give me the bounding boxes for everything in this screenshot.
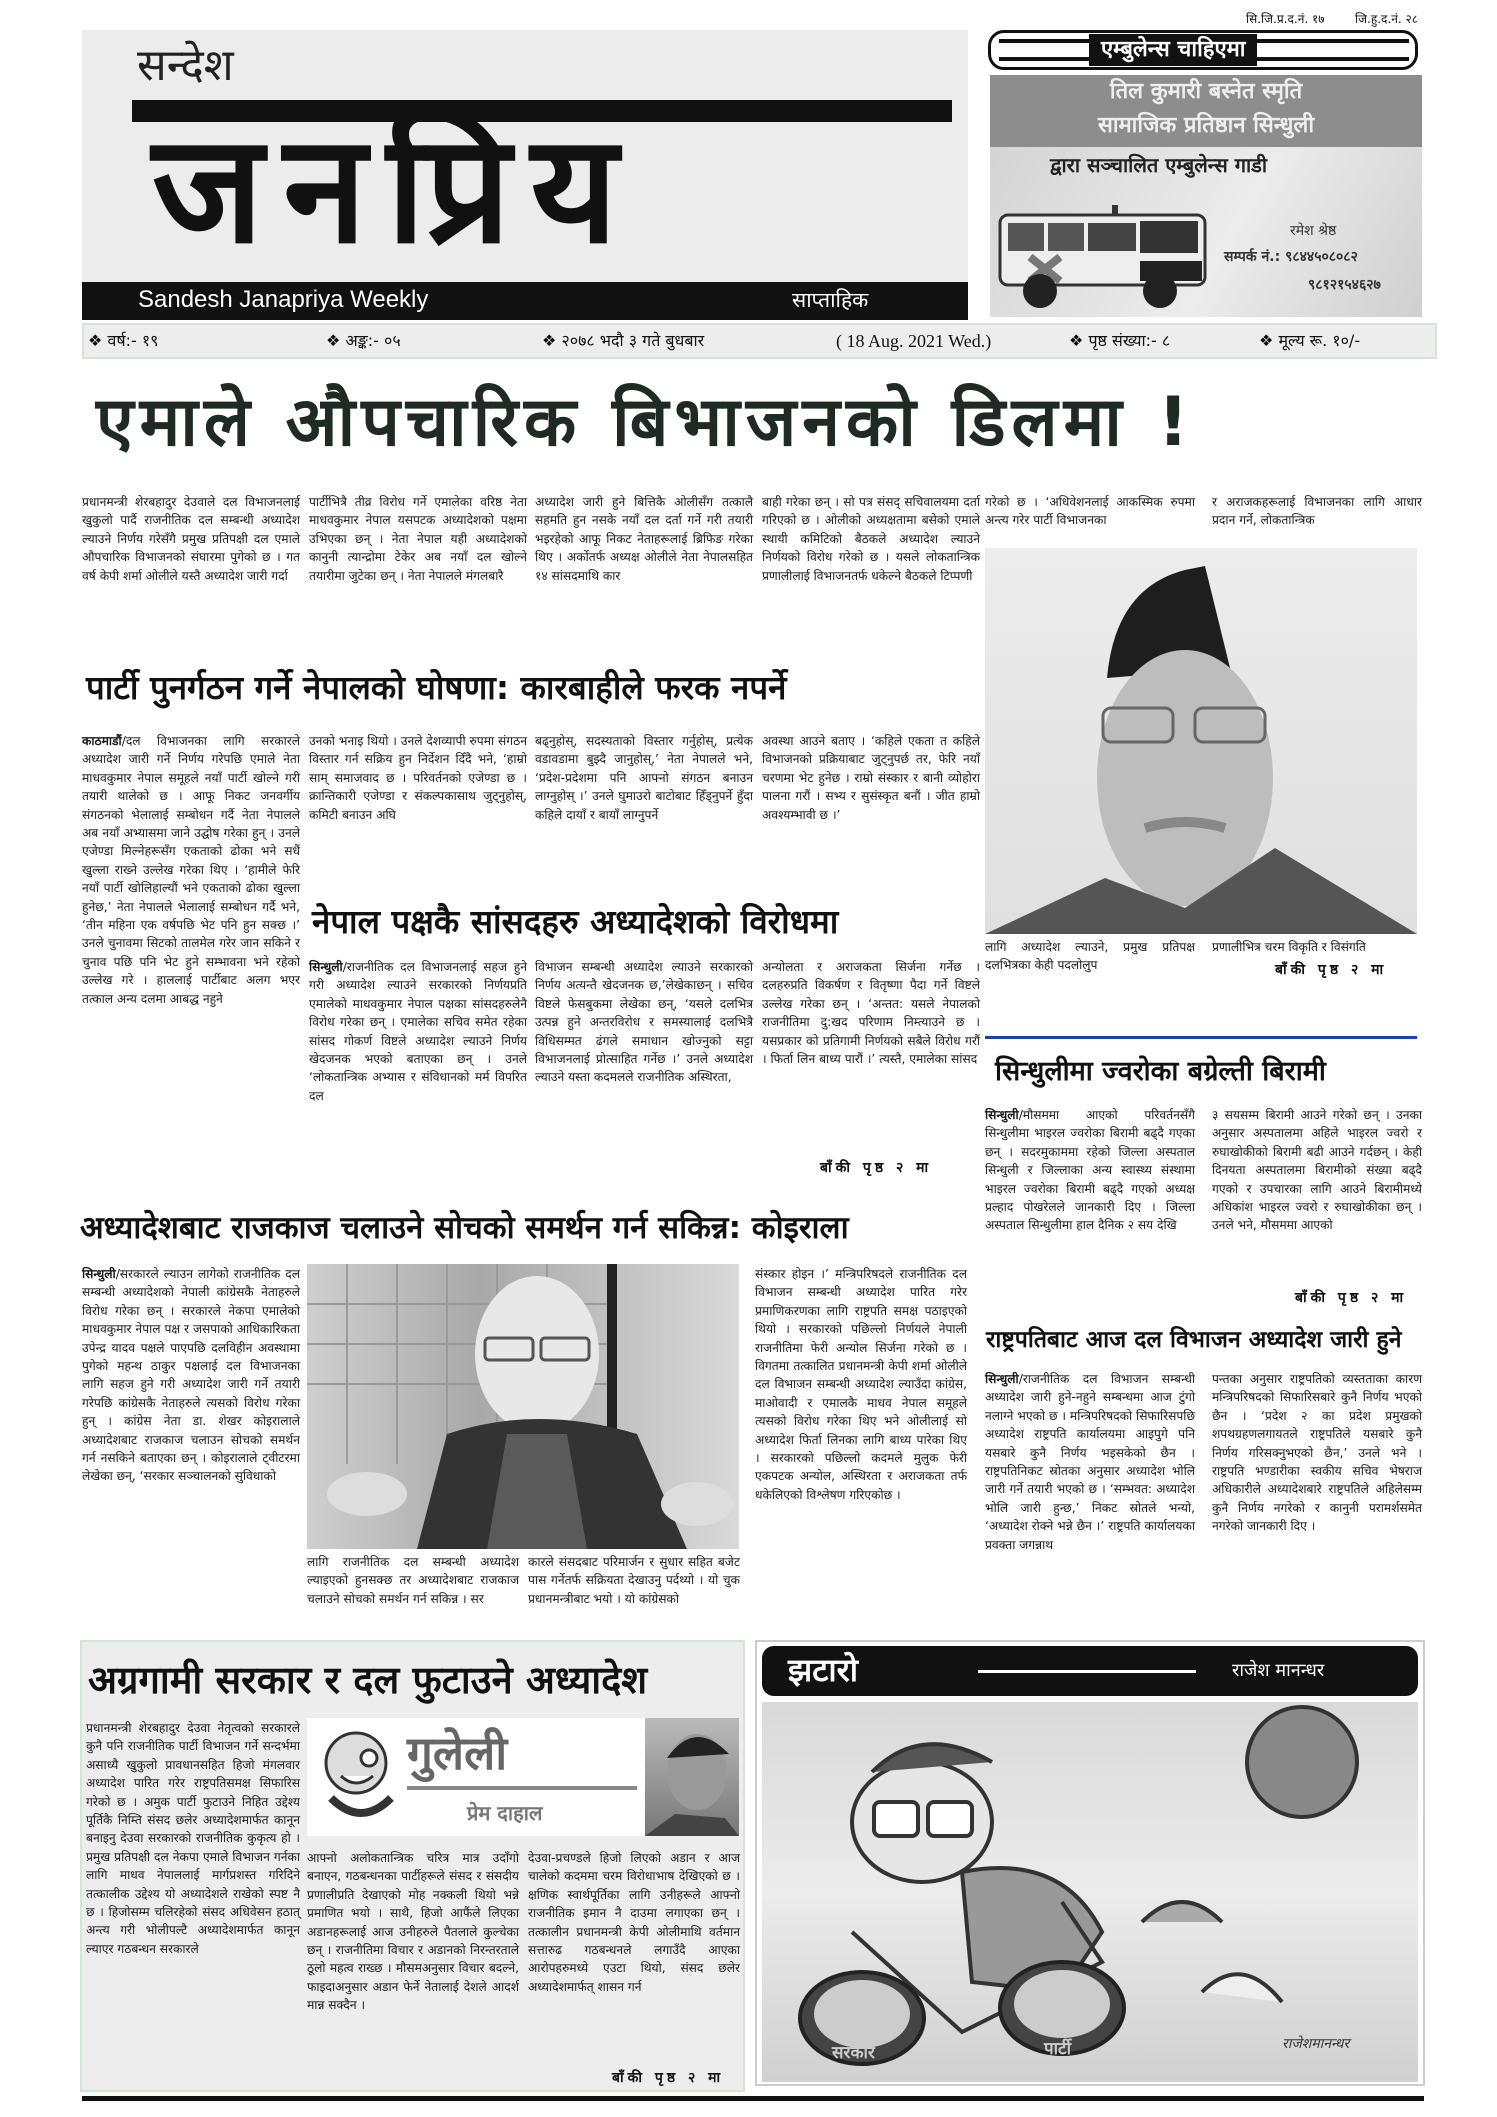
- nepal-story-col-2: उनको भनाइ थियो । उनले देशव्यापी रुपमा संगठन विस्तार गर्न सक्रिय हुन निर्देशन दिँदै भने, ‘हाम्रो साम् समाजवाद छ । परिवर्तनको एजेण्डा छ । क्रान्तिकारी एजेण्डा र संकल्पकासाथ जुट्नुहोस्, कमिटी बनाउन अघि: [309, 734, 527, 822]
- footer-rule: [82, 2096, 1424, 2101]
- fever-story-headline: सिन्धुलीमा ज्वरोका बग्रेल्ती बिरामी: [995, 1056, 1326, 1087]
- issue-info-bar: [82, 323, 1437, 359]
- cartoon-box: [755, 1640, 1425, 2086]
- nepal-story-col-3: बढ्नुहोस्, सदस्यताको विस्तार गर्नुहोस्, प्रत्येक वडावडामा बुझ्दै जानुहोस्,’ नेता नेपालले भने, ‘प्रदेश-प्रदेशमा पनि आफ्नो संगठन बनाउन लाग्नुहोस् ।’ उनले घुमाउरो बाटोबाट हिँड्नुपर्ने हुँदा कहिले दायाँ र बायाँ लाग्नुपर्ने: [535, 734, 753, 822]
- koirala-story-col-4: संस्कार होइन ।’ मन्त्रिपरिषदले राजनीतिक दल विभाजन सम्बन्धी अध्यादेश पारित गरेर प्रमाणिकरणका लागि राष्ट्रपति समक्ष पठाइएको थियो । सरकारको पछिल्लो निर्णयले नेपाली राजनीतिमा फेरी अन्योल सिर्जना गरेको छ । विगतमा तत्कालित प्रधानमन्त्री केपी शर्मा ओलीले दल विभाजन सम्बन्धी अध्यादेश ल्याउँदा कांग्रेस, माओवादी र एमालकै माधव नेपाल समूहले त्यसको विरोध गरेका थिए भने ओलीलाई सो अध्यादेश फिर्ता लिनका लागि बाध्य पारेका थिए । सरकारको पछिल्लो कदमले मुलुक फेरी एकपटक अन्योल, अस्थिरता र अराजकता तर्फ धकेलिएको विश्लेषण गरिएकोछ ।: [755, 1267, 967, 1502]
- ad-line2: सामाजिक प्रतिष्ठान सिन्धुली: [1097, 113, 1315, 138]
- lead-story-col-5: गरेको छ । ‘अधिवेशनलाई आकस्मिक रुपमा अन्त्य गरेर पार्टी विभाजनका: [985, 495, 1195, 528]
- fever-story-continued[interactable]: बाँकी पृष्ठ २ मा: [1295, 1290, 1408, 1306]
- wheel-label-party: पार्टी: [1044, 2039, 1072, 2059]
- president-story-col-2: पन्तका अनुसार राष्ट्रपतिको व्यस्तताका कारण मन्त्रिपरिषदको सिफारिसबारे कुनै निर्णय भएको छैन । ‘प्रदेश २ का प्रदेश प्रमुखको शपथग्रहणलगायतले राष्ट्रपतिले यसबारे कुनै निर्णय गरिसक्नुभएको छैन,’ उनले भने । राष्ट्रपति भण्डारीका स्वकीय सचिव भेषराज अधिकारीले अध्यादेशबारे राष्ट्रपतिले अहिलेसम्म कुनै निर्णय नगरेको र कानुनी परामर्शसमेत नगरेको जानकारी दिए ।: [1212, 1372, 1422, 1534]
- date-english: ( 18 Aug. 2021 Wed.): [836, 331, 992, 351]
- koirala-story-headline: अध्यादेशबाट राजकाज चलाउने सोचको समर्थन गर्न सकिन्न: कोइराला: [80, 1210, 849, 1246]
- editorial-continued[interactable]: बाँकी पृष्ठ २ मा: [612, 2070, 725, 2086]
- lead-story-col-4: बाही गरेका छन् । सो पत्र संसद् सचिवालयमा दर्ता गरिएको छ । ओलीको अध्यक्षतामा बसेको एमाले स्थायी कमिटिको बैठकले अध्यादेश ल्याउने निर्णयको विरोध गरेको छ । यसले लोकतान्त्रिक प्रणालीलाई विभाजनतर्फ धकेल्ने बैठकले टिप्पणी: [762, 495, 980, 583]
- editorial-col-2: आफ्नो अलोकतान्त्रिक चरित्र मात्र उदाँगो बनाएन, गठबन्धनका पार्टीहरूले संसद र संसदीय प्रणालीप्रति देखाएको मोह नक्कली थियो भन्ने प्रमाणित भयो । साथै, हिजो आफैंले लिएका अडानहरूलाई आज उनीहरुले पैतलाले कुल्चेका छन् । राजनीतिमा विचार र अडानको निरन्तरताले ठूलो महत्व राख्छ । मौसमअनुसार विचार बदल्ने, फाइदाअनुसार अडान फेर्ने नेतालाई देशले आदर्श मान्न सक्दैन ।: [307, 1851, 519, 2013]
- dateline: सिन्धुली: [985, 1372, 1019, 1386]
- masthead: [82, 30, 968, 320]
- masthead-big-title: जनप्रिय: [152, 103, 638, 277]
- mps-story-col-2: विभाजन सम्बन्धी अध्यादेश ल्याउने सरकारको निर्णय अत्यन्तै खेदजनक छ,’लेखेकाछन् । सचिव विष्टले फेसबुकमा लेखेका छन्, ‘यसले दलभित्र उत्पन्न हुने अन्तरविरोध र समस्यालाई दलभित्रै विधिसम्मत ढंगले समाधान खोज्नुको सट्टा विभाजनलाई प्रोत्साहित गर्नेछ ।’ उनले अध्यादेश ल्याउने यस्ता कदमलले राजनीतिक अस्थिरता,: [535, 960, 753, 1085]
- ad-line3: द्वारा सञ्चालित एम्बुलेन्स गाडी: [1050, 153, 1268, 177]
- editorial-col-1: प्रधानमन्त्री शेरबहादुर देउवा नेतृत्वको सरकारले कुनै पनि राजनीतिक पार्टी विभाजन गर्ने सन्दर्भमा असाध्यै खुकुलो प्रावधानसहित हिजो मंगलवार अध्यादेश पारित गरेर राष्ट्रपतिसमक्ष सिफारिस गरेको छ । अमुक पार्टी फुटाउने निहित उद्देश्य पूर्तिकै निम्ति संसद छलेर अध्यादेशमार्फत कानून बनाइनु देउवा सरकारको राजनीतिक कुकृत्य हो । प्रमुख प्रतिपक्षी दल नेकपा एमाले विभाजन गर्नका लागि माधव नेपाललाई मार्गप्रशस्त गरिदिने तत्कालीक उद्देश्य यो अध्यादेशले राखेको स्पष्ट नै छ । हिजोसम्म चलिरहेको संसद अधिवेसन हठात् अन्त्य गरी भोलीपल्टै अध्यादेशमार्फत कानून ल्याएर गठबन्धन सरकारले: [86, 1721, 300, 1956]
- mps-story-col-1: सिन्धुली/राजनीतिक दल विभाजनलाई सहज हुने गरी अध्यादेश ल्याउने सरकारको निर्णयप्रति एमालेको माधवकुमार नेपाल पक्षका सांसदहरुलेनै विरोध गरेका छन् । एमालेका सचिव समेत रहेका सांसद गोकर्ण विष्टले अध्यादेश ल्याउने निर्णय खेदजनक भएको बताएका छन् । उनले ‘लोकतान्त्रिक अभ्यास र संविधानको मर्म विपरित दल: [309, 960, 527, 1103]
- diamond-bullet-icon: ❖: [326, 331, 346, 350]
- lead-story-col-3: अध्यादेश जारी हुने बित्तिकै ओलीसँग तत्कालै सहमति हुन नसके नयाँ दल दर्ता गर्ने गरी तयारी भइरहेको आफू निकट नेताहरूलाई ब्रिफिङ गरेका थिए । अर्कोतर्फ अध्यक्ष ओलीले नेता नेपालसहित १४ सांसदमाथि कार: [535, 495, 753, 583]
- koirala-story-col-2: लागि राजनीतिक दल सम्बन्धी अध्यादेश ल्याइएको हुनसक्छ तर अध्यादेशबाट राजकाज चलाउने सोचको समर्थन गर्न सकिन्न । सर: [307, 1555, 519, 1606]
- diamond-bullet-icon: ❖: [542, 331, 562, 350]
- koirala-story-col-3: कारले संसदबाट परिमार्जन र सुधार सहित बजेट पास गर्नेतर्फ सक्रियता देखाउनु पर्दथ्यो । यो चुक प्रधानमन्त्रीबाट भयो । यो कांग्रेसको: [528, 1555, 740, 1606]
- guleli-author: प्रेम दाहाल: [467, 1801, 543, 1825]
- nepal-story-col-1: काठमाडौं/दल विभाजनका लागि सरकारले अध्यादेश जारी गर्ने निर्णय गरेपछि एमाले नेता माधवकुमार नेपाल समूहले नयाँ पार्टी खोल्ने गरी तयारी थालेको छ । आफू निकट जनवर्गीय संगठनको भेलालाई सम्बोधन गर्दै नेता नेपालले अब नयाँ अभ्यासमा जाने उद्घोष गरेका हुन् । उनले एजेण्डा मिल्नेहरूसँग एकताको ढोका भने सधैं खुल्ला राख्ने उल्लेख गरेका थिए । ‘हामीले फेरि नयाँ पार्टी खोलिहाल्यौं भने एकताको ढोका खुल्ला हुनेछ,’ नेता नेपालले भेलालाई सम्बोधन गर्दै भने, ‘तीन महिना एक वर्षपछि भेट पनि हुन सक्छ ।’ उनले चुनावमा सिटको तालमेल गरेर जान सकिने र चुनाव पछि पनि भेट हुने सम्भावना भने रहेको उल्लेख गरे । हाललाई पार्टीबाट अलग भएर तत्काल अन्य दलमा आबद्ध नहुने: [82, 734, 300, 1006]
- date-nepali: ❖ २०७८ भदौ ३ गते बुधबार: [542, 331, 705, 350]
- editorial-headline: अग्रगामी सरकार र दल फुटाउने अध्यादेश: [88, 1658, 648, 1702]
- ad-contact-number-2: ९८१२१५४६२७: [1308, 277, 1381, 293]
- guleli-cartoon-icon: [311, 1728, 401, 1828]
- volume-year: ❖ वर्ष:- १९: [88, 331, 159, 350]
- ad-bottom-panel: [990, 147, 1422, 317]
- cartoonist-signature: राजेशमानन्धर: [1282, 2036, 1350, 2052]
- mps-story-col-3: अन्योलता र अराजकता सिर्जना गर्नेछ । दलहरुप्रति विकर्षण र वितृष्णा पैदा गर्ने विष्टले उल्लेख गरेका छन् । ‘अन्तत: यसले नेपालको राजनीतिमा दु:खद परिणाम निम्त्याउने छ । यसप्रकार को प्रतिगामी निर्णयको सबैले विरोध गरौं । फिर्ता लिन बाध्य पारौं ।’ त्यस्तै, एमालेका सांसद: [762, 960, 980, 1067]
- cartoon-title: झटारो: [788, 1651, 858, 1689]
- editorial-col-3: देउवा-प्रचण्डले हिजो लिएको अडान र आज चालेको कदममा चरम विरोधाभाष देखिएको छ । क्षणिक स्वार्थपूर्तिका लागि उनीहरूले आफ्नो राजनीतिक इमान नै दाउमा लगाएका छन् । तत्कालीन प्रधानमन्त्री केपी ओलीमाथि वर्तमान सत्तारुढ गठबन्धनले लगाउँदै आएका आरोपहरुमध्ये एउटा थियो, संसद छलेर अध्यादेशमार्फत् शासन गर्न: [528, 1851, 740, 1994]
- ad-contact-name: रमेश श्रेष्ठ: [1290, 223, 1337, 239]
- ad-contact-number-1: सम्पर्क नं.: ९८४४५०८०८२: [1224, 249, 1358, 265]
- ad-line1: तिल कुमारी बस्नेत स्मृति: [1109, 79, 1303, 104]
- author-photo: [645, 1718, 739, 1836]
- price: ❖ मूल्य रू. १०/-: [1259, 331, 1361, 350]
- ambulance-vehicle-image: [990, 195, 1220, 313]
- ad-banner: [988, 30, 1418, 70]
- oli-portrait-photo: [985, 548, 1417, 934]
- ad-banner-text: एम्बुलेन्स चाहिएमा: [1089, 34, 1257, 66]
- mps-story-continued[interactable]: बाँकी पृष्ठ २ मा: [820, 1160, 933, 1176]
- diamond-bullet-icon: ❖: [88, 331, 108, 350]
- ad-top-panel: [990, 75, 1422, 147]
- masthead-english-name: Sandesh Janapriya Weekly: [138, 286, 429, 313]
- issue-number: ❖ अङ्क:- ०५: [326, 331, 401, 350]
- lead-story-col-1: प्रधानमन्त्री शेरबहादुर देउवाले दल विभाजनलाई खुकुलो पार्दै राजनीतिक दल सम्बन्धी अध्यादेश ल्याउने निर्णय गरेसँगै प्रमुख प्रतिपक्षी दल एमाले औपचारिक विभाजनको संघारमा पुगेको छ । गत वर्ष केपी शर्मा ओलीले यस्तै अध्यादेश जारी गर्दा: [82, 495, 300, 583]
- dateline: सिन्धुली: [985, 1108, 1019, 1122]
- dateline: सिन्धुली: [82, 1267, 116, 1281]
- masthead-bar: [82, 282, 968, 320]
- cartoon-title-bar: [762, 1646, 1418, 1696]
- lead-story-continued[interactable]: बाँकी पृष्ठ २ मा: [1275, 962, 1388, 978]
- fever-story-col-1: सिन्धुली/मौसममा आएको परिवर्तनसँगै सिन्धुलीमा भाइरल ज्वरोका बिरामी बढ्दै गएका छन् । सदरमुकाममा रहेको जिल्ला अस्पताल सिन्धुली र जिल्लाका अन्य स्वास्थ्य संस्थामा भाइरल ज्वरोका बिरामी बढ्दै गएको अध्यक्ष प्रल्हाद पोखरेलले जानकारी दिए । जिल्ला अस्पताल सिन्धुलीमा हाल दैनिक २ सय देखि: [985, 1108, 1195, 1233]
- section-divider: [985, 1036, 1417, 1039]
- president-story-headline: राष्ट्रपतिबाट आज दल विभाजन अध्यादेश जारी हुने: [986, 1327, 1402, 1353]
- guleli-column-logo: [307, 1718, 739, 1836]
- masthead-weekly: साप्ताहिक: [792, 288, 869, 312]
- wheel-label-government: सरकार: [832, 2043, 875, 2063]
- mps-story-headline: नेपाल पक्षकै सांसदहरु अध्यादेशको विरोधमा: [312, 902, 839, 941]
- koirala-story-col-1: सिन्धुली/सरकारले ल्याउन लागेको राजनीतिक दल सम्बन्धी अध्यादेशको नेपाली कांग्रेसकै नेताहरुले विरोध गरेका छन् । सरकारले नेकपा एमालेको माधवकुमार नेपाल पक्ष र जसपाको आधिकारिकता उपेन्द्र यादव पक्षले पाएपछि दलविहीन अवस्थामा पुगेको महन्थ ठाकुर पक्षलाई दल विभाजनका लागि सहज हुने गरी अध्यादेश जारी गर्ने तयारी गरेपछि कांग्रेसकै नेताहरुले त्यसको विरोध गरेका हुन् । कांग्रेस नेता डा. शेखर कोइरालाले अध्यादेशबाट राजकाज चलाउन सोचको समर्थन गर्न नसकिने बताएका छन् । कोइरालाले ट्वीटरमा लेखेका छन्, ‘सरकार सञ्चालनको सुविधाको: [82, 1267, 300, 1484]
- masthead-small-title: सन्देश: [137, 40, 234, 91]
- ambulance-ad: [985, 30, 1435, 318]
- nepal-story-col-4: अवस्था आउने बताए । ‘कहिले एकता त कहिले विभाजनको प्रक्रियाबाट जुट्नुपर्छ तर, फेरि नयाँ चरणमा भेट हुनेछ । राम्रो संस्कार र बानी व्योहोरा पालना गरौं । सभ्य र सुसंस्कृत बनौं । जीत हाम्रो अवश्यम्भावी छ ।’: [762, 734, 980, 822]
- registration-postal: जि.हु.द.नं. २८: [1355, 12, 1418, 26]
- lead-story-col-2: पार्टीभित्रै तीव्र विरोध गर्ने एमालेका वरिष्ठ नेता माधवकुमार नेपाल यसपटक अध्यादेशको पक्षमा उभिएका छन् । नेता नेपाल यही अध्यादेशको कानुनी त्यान्द्रोमा टेकेर अब नयाँ दल खोल्ने तयारीमा जुटेका छन् । नेता नेपालले मंगलबारै: [309, 495, 527, 583]
- fever-story-col-2: ३ सयसम्म बिरामी आउने गरेको छन् । उनका अनुसार अस्पतालमा अहिले भाइरल ज्वरो र रुघाखोकीको बिरामी बढी आउने गर्दछन् । केही दिनयता अस्पतालमा बिरामीको संख्या बढ्दै गएको र उपचारका लागि आउने बिरामीमध्ये अधिकांश भाइरल ज्वरो र रुघाखोकीका छन् । उनले भने, मौसममा आएको: [1212, 1108, 1422, 1233]
- dateline: काठमाडौं: [82, 734, 122, 748]
- cartoon-illustration: [762, 1702, 1418, 2082]
- registration-cdo: सि.जि.प्र.द.नं. १७: [1246, 12, 1325, 26]
- lead-story-col-8: प्रणालीभित्र चरम विकृति र विसंगति: [1212, 940, 1366, 954]
- president-story-col-1: सिन्धुली/राजनीतिक दल विभाजन सम्बन्धी अध्यादेश जारी हुने-नहुने सम्बन्धमा आज टुंगो नलाग्ने भएको छ । मन्त्रिपरिषदको सिफारिसपछि अध्यादेश राष्ट्रपति कार्यालयमा आइपुगे पनि यसबारे कुनै निर्णय भइसकेको छैन । राष्ट्रपतिनिकट स्रोतका अनुसार अध्यादेश भोलि जारी गर्ने तयारी भएको छ । ‘सम्भवत: अध्यादेश भोलि जारी हुन्छ,’ निकट स्रोतले भन्यो, ‘अध्यादेश रोक्ने भन्ने छैन ।’ राष्ट्रपति कार्यालयका प्रवक्ता जगन्नाथ: [985, 1372, 1195, 1552]
- diamond-bullet-icon: ❖: [1259, 331, 1279, 350]
- guleli-column-name: गुलेली: [407, 1726, 508, 1780]
- diamond-bullet-icon: ❖: [1069, 331, 1089, 350]
- cartoonist-name: राजेश मानन्धर: [1232, 1660, 1325, 1681]
- nepal-story-headline: पार्टी पुनर्गठन गर्ने नेपालको घोषणा: कारबाहीले फरक नपर्ने: [86, 668, 787, 707]
- lead-story-col-6: र अराजकहरूलाई विभाजनका लागि आधार प्रदान गर्ने, लोकतान्त्रिक: [1212, 495, 1422, 528]
- page-count: ❖ पृष्ठ संख्या:- ८: [1069, 331, 1171, 350]
- main-headline: एमाले औपचारिक बिभाजनको डिलमा !: [96, 383, 1195, 462]
- koirala-photo: [307, 1264, 739, 1549]
- dateline: सिन्धुली: [309, 960, 343, 974]
- lead-story-col-7: लागि अध्यादेश ल्याउने, प्रमुख प्रतिपक्ष दलभित्रका केही पदलोलुप: [985, 940, 1195, 973]
